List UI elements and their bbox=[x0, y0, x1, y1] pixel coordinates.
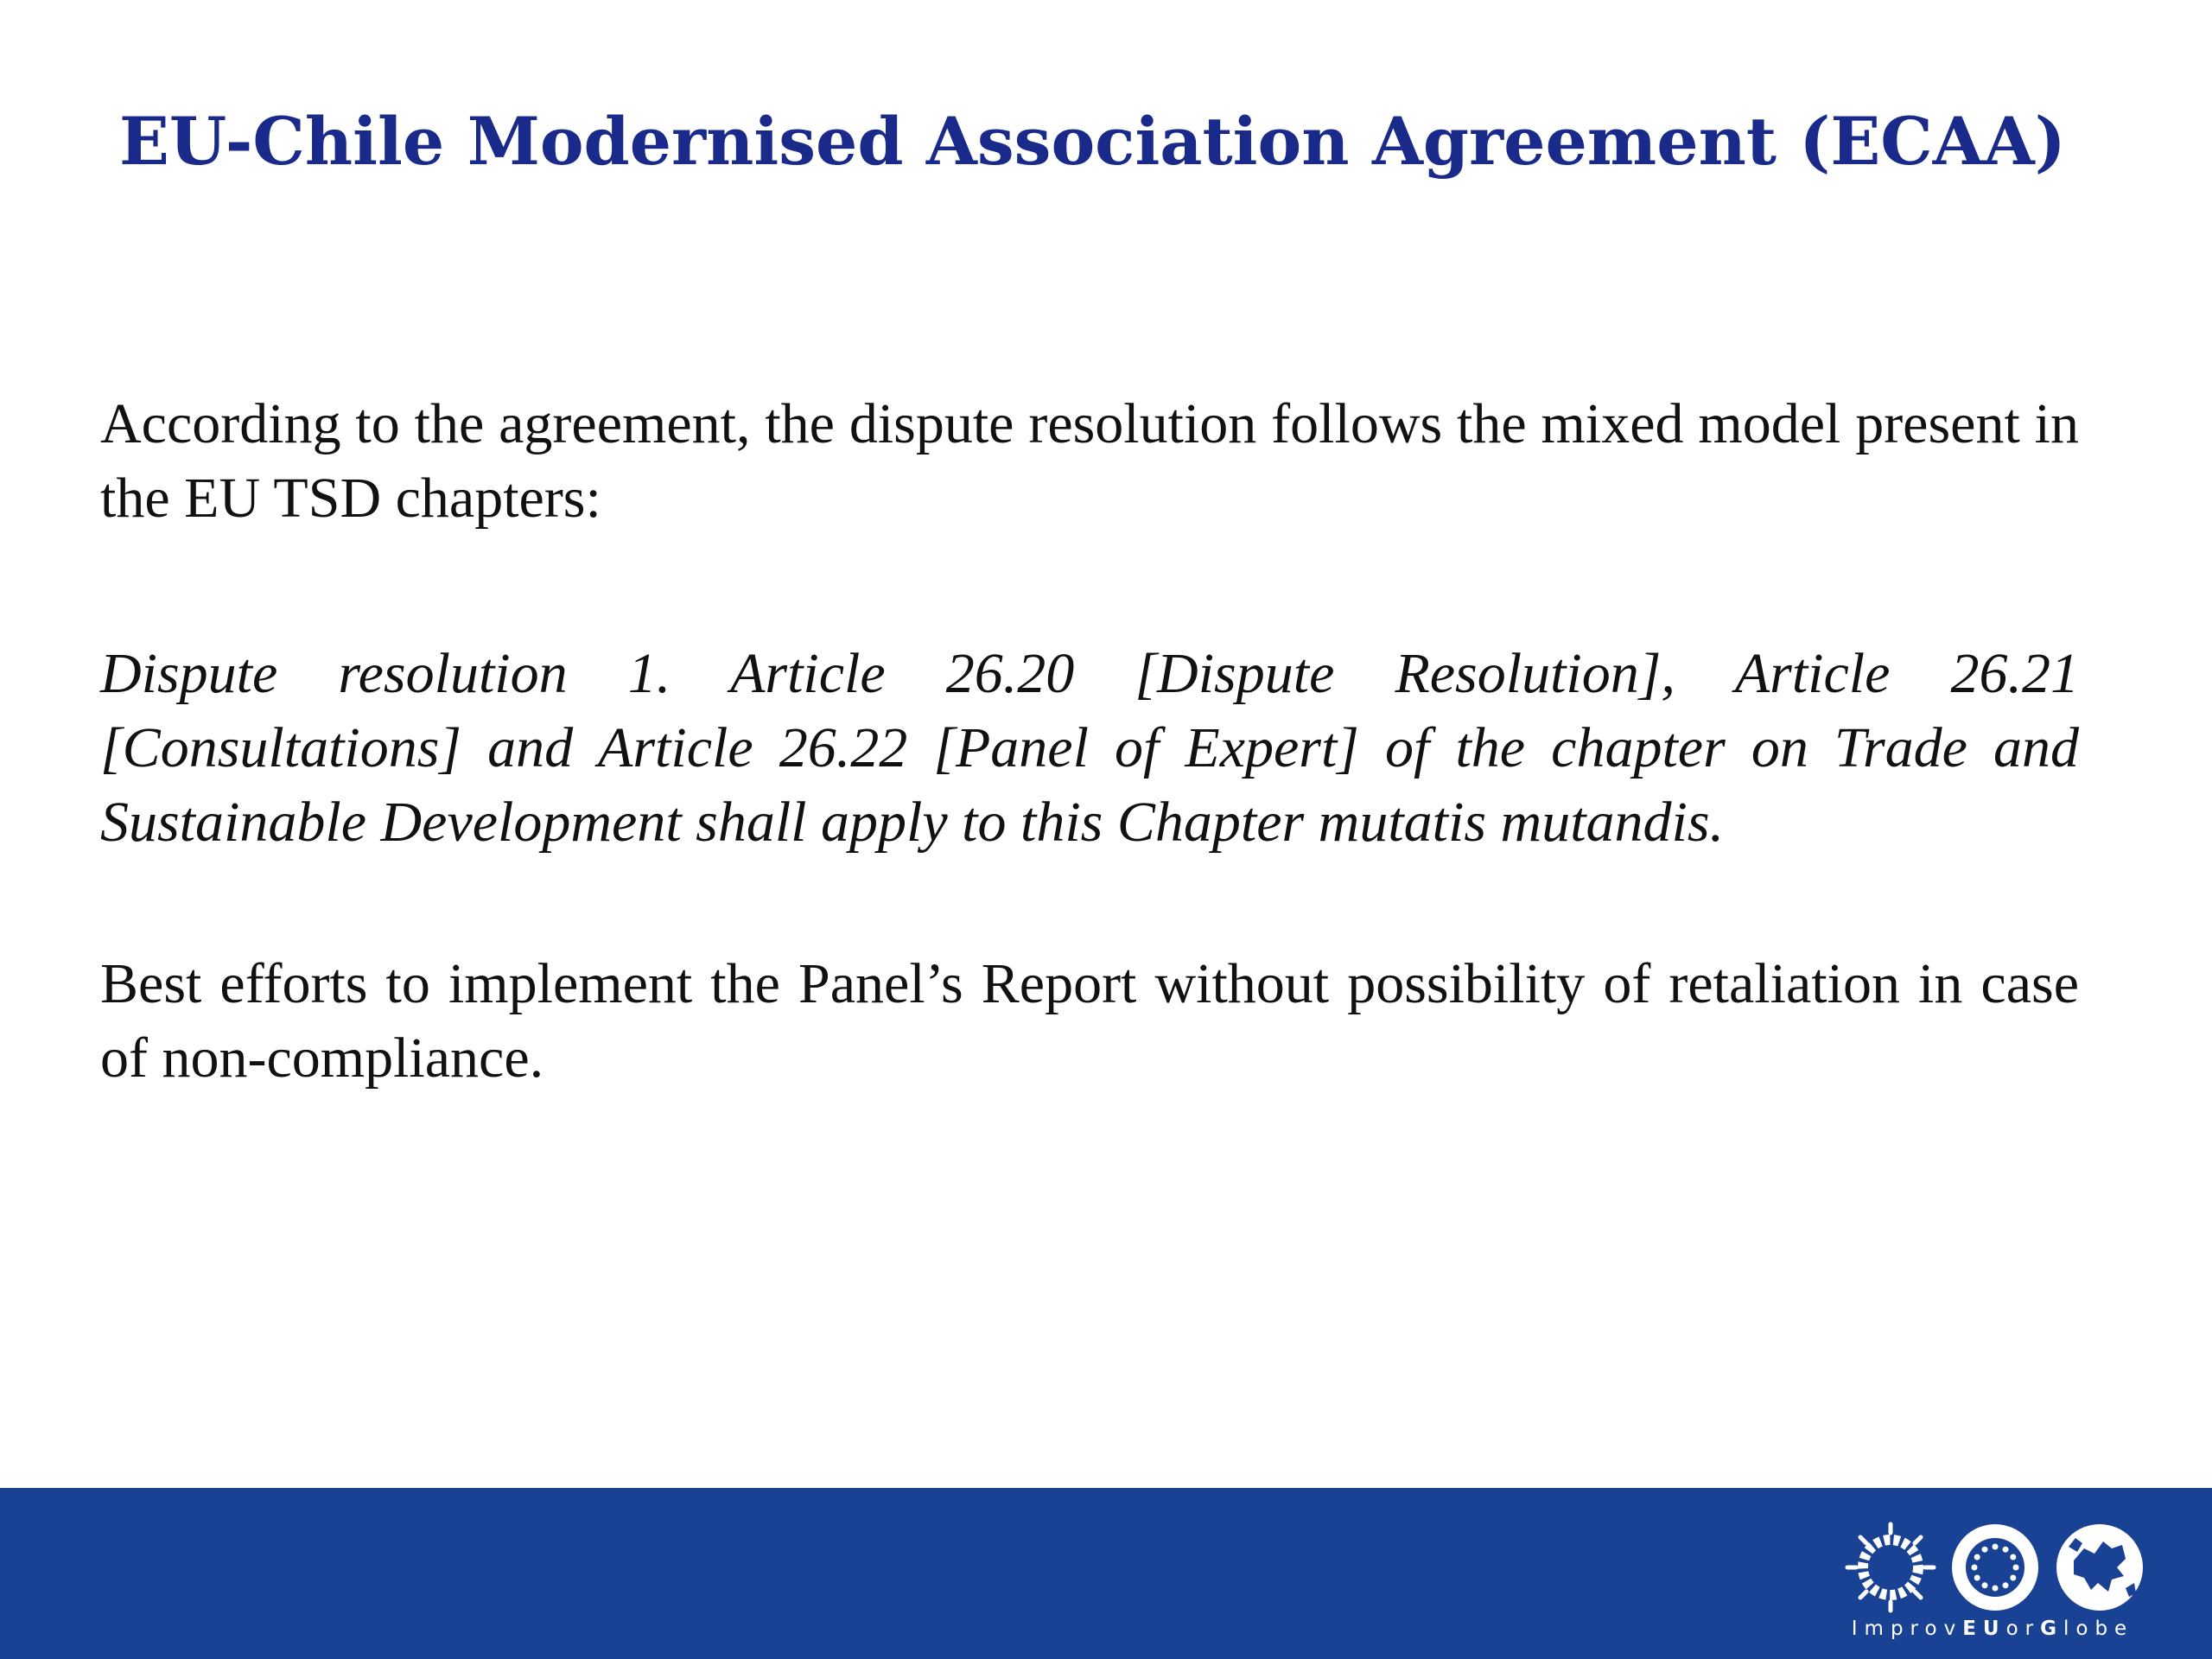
logo-text-eu: EU bbox=[1962, 1618, 2006, 1640]
logo-text-suffix: lobe bbox=[2063, 1618, 2134, 1640]
logo-text-or: or bbox=[2005, 1618, 2041, 1640]
logo-text-prefix: Improv bbox=[1851, 1618, 1963, 1640]
eu-stars-icon bbox=[1952, 1524, 2038, 1611]
logo-icons bbox=[1844, 1521, 2146, 1614]
improveuorglobe-logo bbox=[1839, 1521, 2146, 1650]
europe-map-icon bbox=[2056, 1524, 2143, 1611]
footer-bar bbox=[0, 1488, 2212, 1659]
quoted-article-paragraph: Dispute resolution 1. Article 26.20 [Dispute Resolution], Article 26.21 [Consultations] and Article 26.22 [Panel of Expert] of the chapter on Trade and Sustainable Development shall apply to this Chapter mutatis mutandis. bbox=[100, 642, 2079, 854]
slide-title: EU-Chile Modernised Association Agreement (ECAA) bbox=[119, 103, 2066, 180]
logo-text-g: G bbox=[2040, 1618, 2063, 1640]
sun-ring-icon bbox=[1847, 1524, 1934, 1611]
best-efforts-paragraph: Best efforts to implement the Panel’s Report without possibility of retaliation in case of non-compliance. bbox=[100, 952, 2079, 1090]
intro-paragraph: According to the agreement, the dispute resolution follows the mixed model present in the EU TSD chapters: bbox=[100, 392, 2079, 530]
logo-wordmark bbox=[1839, 1618, 2146, 1640]
